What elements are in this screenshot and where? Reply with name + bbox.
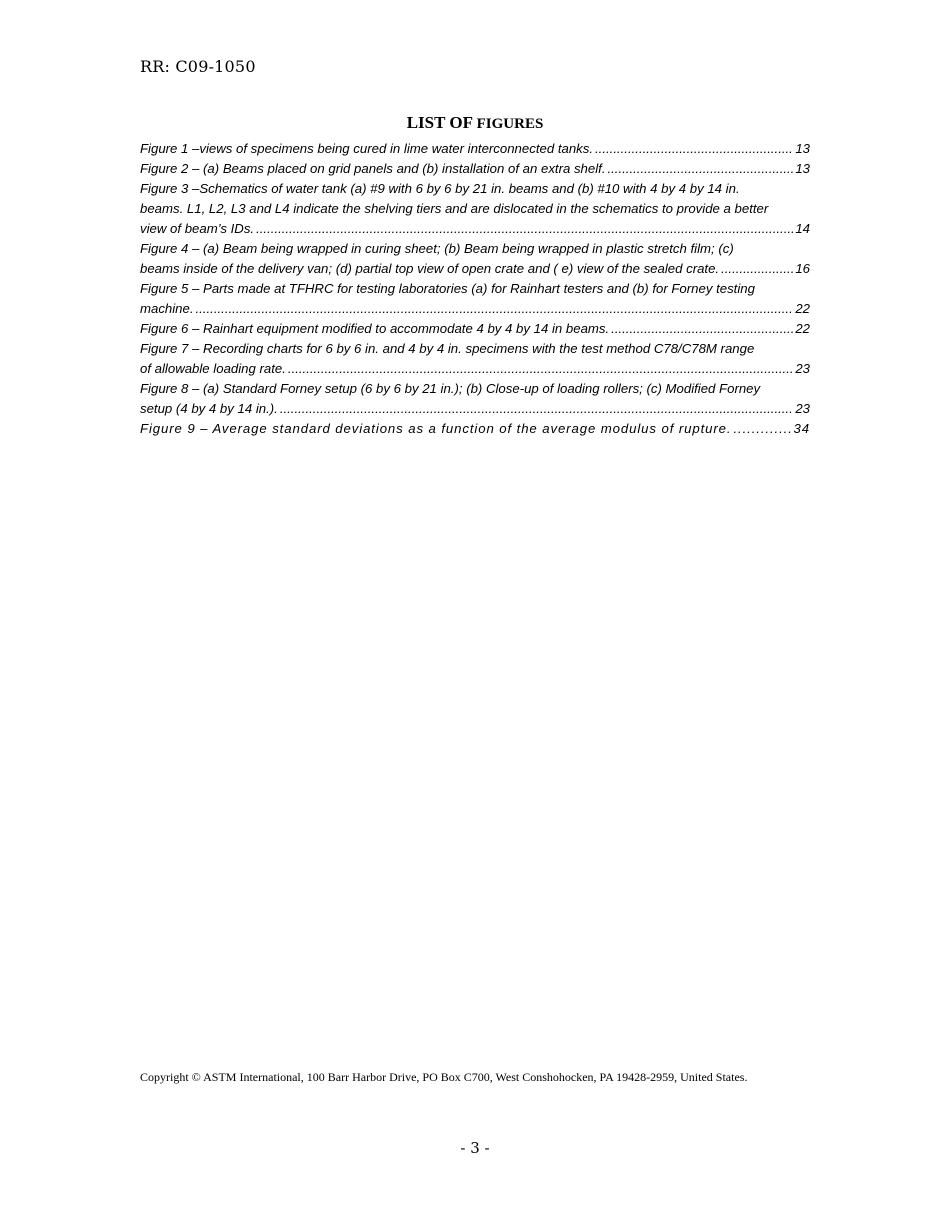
entry-caption: view of beam’s IDs.: [140, 221, 255, 236]
dot-leader: [733, 419, 791, 439]
entry-leader-line: [140, 159, 810, 179]
entry-caption: Figure 9 – Average standard deviations as a function of the average modulus of rupture.: [140, 421, 732, 436]
figure-entry-7[interactable]: [140, 339, 810, 379]
entry-page-number: 13: [795, 141, 810, 156]
entry-caption-line: beams. L1, L2, L3 and L4 indicate the shelving tiers and are dislocated in the schematics to provide a better: [140, 201, 769, 216]
title-part-2: FIGURES: [476, 116, 544, 132]
entry-leader-line: [140, 419, 810, 439]
entry-caption: Figure 6 – Rainhart equipment modified to accommodate 4 by 4 by 14 in beams.: [140, 321, 610, 336]
entry-caption: Figure 2 – (a) Beams placed on grid panels and (b) installation of an extra shelf.: [140, 161, 606, 176]
entry-caption: of allowable loading rate.: [140, 361, 286, 376]
figure-entry-8[interactable]: [140, 379, 810, 419]
entry-leader-line: [140, 399, 810, 419]
dot-leader: [607, 159, 793, 179]
entry-leader-line: [140, 219, 810, 239]
dot-leader: [196, 299, 794, 319]
dot-leader: [280, 399, 794, 419]
figure-entry-3[interactable]: [140, 179, 810, 239]
page-title: [0, 113, 950, 133]
entry-page-number: 22: [795, 301, 810, 316]
dot-leader: [611, 319, 793, 339]
entry-caption: setup (4 by 4 by 14 in.).: [140, 401, 278, 416]
entry-page-number: 23: [795, 361, 810, 376]
entry-caption-line: Figure 4 – (a) Beam being wrapped in curing sheet; (b) Beam being wrapped in plastic stretch film; (c): [140, 241, 734, 256]
entry-page-number: 14: [795, 221, 810, 236]
entry-page-number: 13: [795, 161, 810, 176]
entry-caption: Figure 1 –views of specimens being cured in lime water interconnected tanks.: [140, 141, 593, 156]
entry-leader-line: [140, 359, 810, 379]
figure-entry-9[interactable]: [140, 419, 810, 439]
entry-caption-line: Figure 8 – (a) Standard Forney setup (6 by 6 by 21 in.); (b) Close-up of loading rollers; (c) Modified Forney: [140, 381, 761, 396]
entry-caption: beams inside of the delivery van; (d) partial top view of open crate and ( e) view of the sealed crate.: [140, 261, 720, 276]
entry-page-number: 16: [795, 261, 810, 276]
dot-leader: [256, 219, 793, 239]
entry-caption: machine.: [140, 301, 194, 316]
entry-leader-line: [140, 139, 810, 159]
figure-entry-6[interactable]: [140, 319, 810, 339]
title-part-1: LIST OF: [406, 113, 477, 132]
page-number: - 3 -: [460, 1139, 490, 1157]
entry-leader-line: [140, 259, 810, 279]
entry-caption-line: Figure 7 – Recording charts for 6 by 6 in. and 4 by 4 in. specimens with the test method C78/C78M range: [140, 341, 755, 356]
figure-entry-5[interactable]: [140, 279, 810, 319]
entry-page-number: 22: [795, 321, 810, 336]
figure-entry-1[interactable]: [140, 139, 810, 159]
figure-entry-2[interactable]: [140, 159, 810, 179]
entry-leader-line: [140, 319, 810, 339]
entry-caption-line: Figure 3 –Schematics of water tank (a) #9 with 6 by 6 by 21 in. beams and (b) #10 with 4 by 4 by 14 in.: [140, 181, 740, 196]
list-of-figures: [140, 139, 810, 439]
figure-entry-4[interactable]: [140, 239, 810, 279]
report-number: RR: C09-1050: [140, 57, 256, 76]
dot-leader: [288, 359, 793, 379]
copyright-notice: Copyright © ASTM International, 100 Barr Harbor Drive, PO Box C700, West Conshohocken, PA 19428-2959, United States.: [140, 1070, 748, 1084]
dot-leader: [721, 259, 793, 279]
dot-leader: [595, 139, 793, 159]
entry-caption-line: Figure 5 – Parts made at TFHRC for testing laboratories (a) for Rainhart testers and (b) for Forney testing: [140, 281, 755, 296]
entry-page-number: 23: [795, 401, 810, 416]
entry-page-number: 34: [793, 421, 810, 436]
entry-leader-line: [140, 299, 810, 319]
